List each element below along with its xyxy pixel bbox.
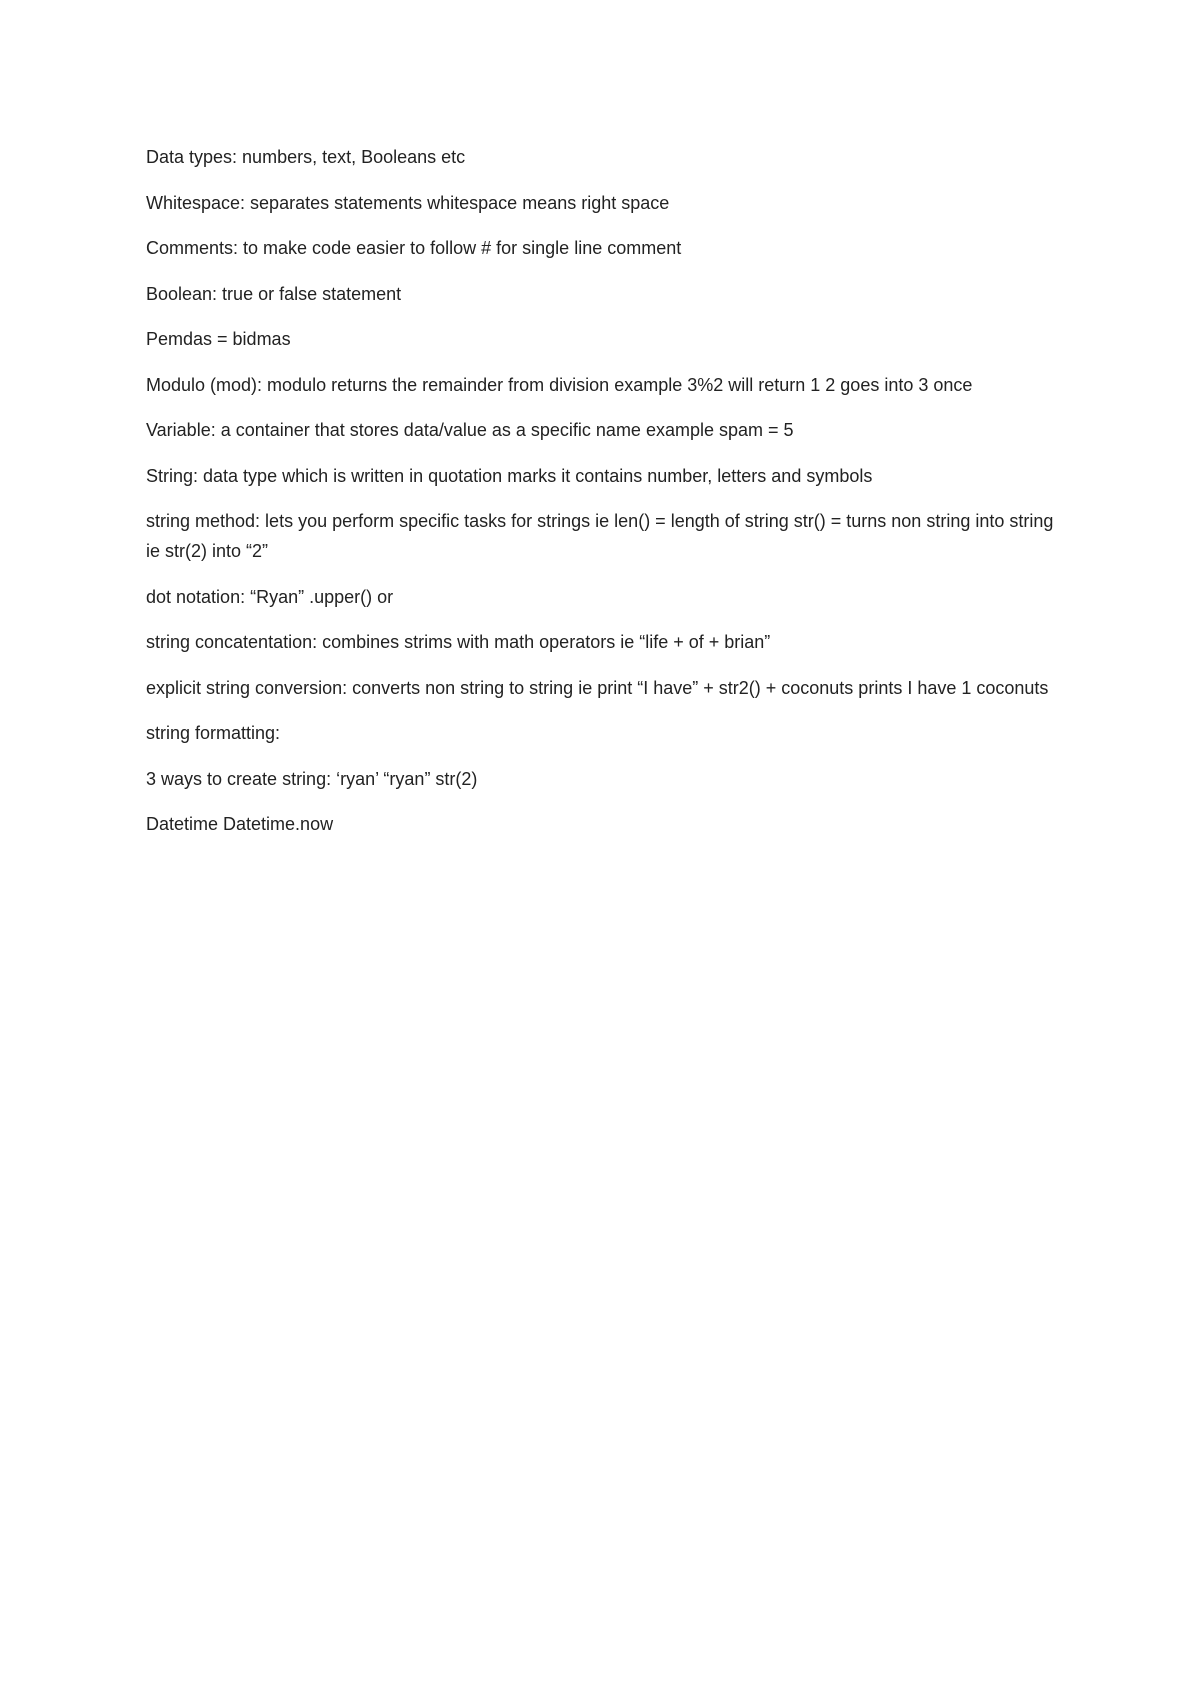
note-whitespace: Whitespace: separates statements whitespace means right space (146, 192, 670, 213)
note-comments: Comments: to make code easier to follow # for single line comment (146, 238, 682, 258)
note-string-formatting: string formatting: (146, 723, 281, 743)
note-data-types: Data types: numbers, text, Booleans etc (146, 147, 466, 167)
note-dot-notation: dot notation: “Ryan” .upper() or (146, 586, 394, 607)
notes-list (146, 142, 1066, 855)
note-boolean: Boolean: true or false statement (146, 283, 402, 304)
note-pemdas: Pemdas = bidmas (146, 329, 291, 349)
note-create-string: 3 ways to create string: ‘ryan’ “ryan” str(2) (146, 768, 478, 789)
note-string: String: data type which is written in quotation marks it contains number, letters and symbols (146, 465, 873, 486)
note-variable: Variable: a container that stores data/value as a specific name example spam = 5 (146, 420, 794, 440)
note-string-concatenation: string concatentation: combines strims with math operators ie “life + of + brian” (146, 632, 771, 652)
note-datetime: Datetime Datetime.now (146, 814, 334, 834)
note-string-method: string method: lets you perform specific tasks for strings ie len() = length of string str() = turns non string into string ie str(2) into “2” (146, 511, 1054, 561)
note-explicit-string-conversion: explicit string conversion: converts non string to string ie print “I have” + str2() + coconuts prints I have 1 coconuts (146, 677, 1049, 698)
note-modulo: Modulo (mod): modulo returns the remainder from division example 3%2 will return 1 2 goes into 3 once (146, 374, 973, 395)
